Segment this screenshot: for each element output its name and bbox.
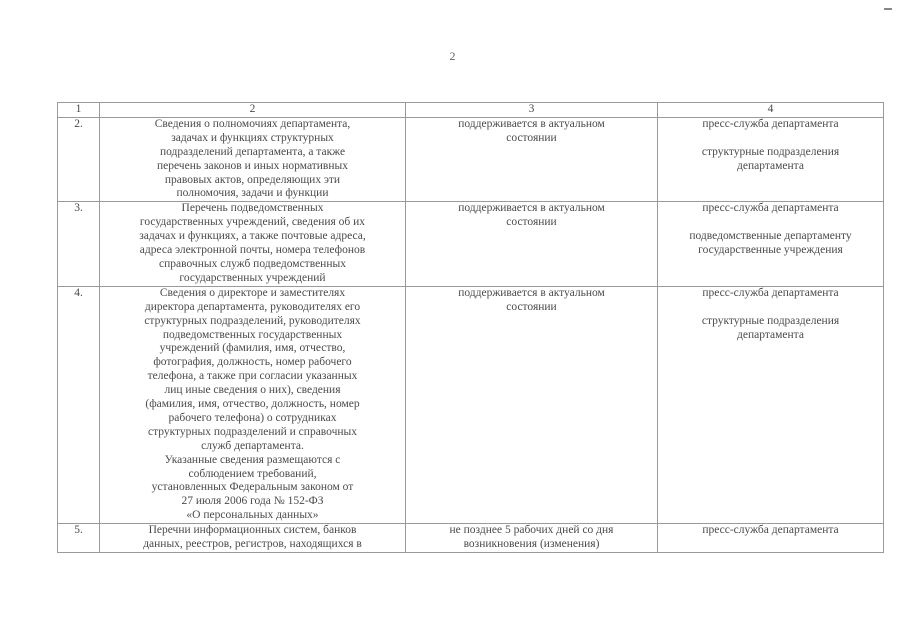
description-line: телефона, а также при согласии указанных [147,370,358,383]
description-cell [100,202,406,286]
description-line: подведомственных государственных [162,328,343,341]
description-line: данных, реестров, регистров, находящихся в [143,538,362,551]
row-number: 5. [58,524,100,553]
responsible-line: структурные подразделения [701,314,840,327]
col-header-4: 4 [658,103,884,118]
responsible-cell [658,524,884,553]
description-line: рабочего телефона) о сотрудниках [168,411,337,424]
description-line: директора департамента, руководителях его [144,300,361,313]
page-number: 2 [449,49,456,63]
description-line: полномочия, задачи и функции [176,187,329,200]
description-line: структурных подразделений, руководителях [144,314,361,327]
description-cell [100,117,406,201]
description-line: справочных служб подведомственных [159,257,346,270]
term-line: не позднее 5 рабочих дней со дня [449,524,614,537]
scan-mark [884,8,892,10]
description-line: государственных учреждений [179,271,326,284]
description-cell [100,524,406,553]
responsible-cell [658,202,884,286]
responsible-line: департамента [737,159,804,172]
description-line: правовых актов, определяющих эти [164,173,341,186]
row-number: 4. [58,286,100,523]
responsible-cell [658,286,884,523]
description-line: задачах и функциях, а также почтовые адреса, [139,230,366,243]
description-line: адреса электронной почты, номера телефонов [139,244,366,257]
info-table [57,102,884,553]
term-line: поддерживается в актуальном [458,117,605,130]
responsible-line: пресс-служба департамента [702,202,839,215]
line-gap [661,132,880,146]
description-cell [100,286,406,523]
col-header-2: 2 [100,103,406,118]
line-gap [661,301,880,315]
responsible-line: подведомственные департаменту [689,230,852,243]
description-line: Сведения о полномочиях департамента, [154,117,351,130]
term-line: поддерживается в актуальном [458,286,605,299]
header-row [58,103,884,118]
responsible-line: пресс-служба департамента [702,117,839,130]
responsible-line: структурные подразделения [701,145,840,158]
responsible-line: департамента [737,328,804,341]
description-line: государственных учреждений, сведения об их [139,216,366,229]
description-line: Перечень подведомственных [181,202,324,215]
col-header-3: 3 [406,103,658,118]
description-line: подразделений департамента, а также [159,145,346,158]
responsible-cell [658,117,884,201]
term-cell [406,524,658,553]
description-line: Перечни информационных систем, банков [148,524,357,537]
description-line: учреждений (фамилия, имя, отчество, [159,342,346,355]
description-line: (фамилия, имя, отчество, должность, номер [145,398,360,411]
description-line: перечень законов и иных нормативных [156,159,348,172]
row-number: 3. [58,202,100,286]
responsible-line: пресс-служба департамента [702,286,839,299]
term-cell [406,117,658,201]
responsible-line: пресс-служба департамента [702,524,839,537]
responsible-line: государственные учреждения [698,244,843,257]
term-cell [406,286,658,523]
description-line: фотография, должность, номер рабочего [153,356,352,369]
table-row [58,524,884,553]
term-line: поддерживается в актуальном [458,202,605,215]
description-line: соблюдением требований, [188,467,317,480]
description-line: установленных Федеральным законом от [151,481,354,494]
col-header-1: 1 [58,103,100,118]
table-row [58,117,884,201]
row-number: 2. [58,117,100,201]
term-cell [406,202,658,286]
description-line: структурных подразделений и справочных [147,425,358,438]
table-row [58,202,884,286]
description-line: Указанные сведения размещаются с [164,453,341,466]
description-line: Сведения о директоре и заместителях [159,286,346,299]
description-line: «О персональных данных» [186,509,319,522]
term-line: состоянии [506,216,557,229]
line-gap [661,216,880,230]
description-line: задачах и функциях структурных [171,131,334,144]
term-line: возникновения (изменения) [463,538,600,551]
description-line: 27 июля 2006 года № 152-ФЗ [181,495,324,508]
table-row [58,286,884,523]
description-line: служб департамента. [201,439,304,452]
description-line: лиц иные сведения о них), сведения [164,384,341,397]
term-line: состоянии [506,131,557,144]
term-line: состоянии [506,300,557,313]
